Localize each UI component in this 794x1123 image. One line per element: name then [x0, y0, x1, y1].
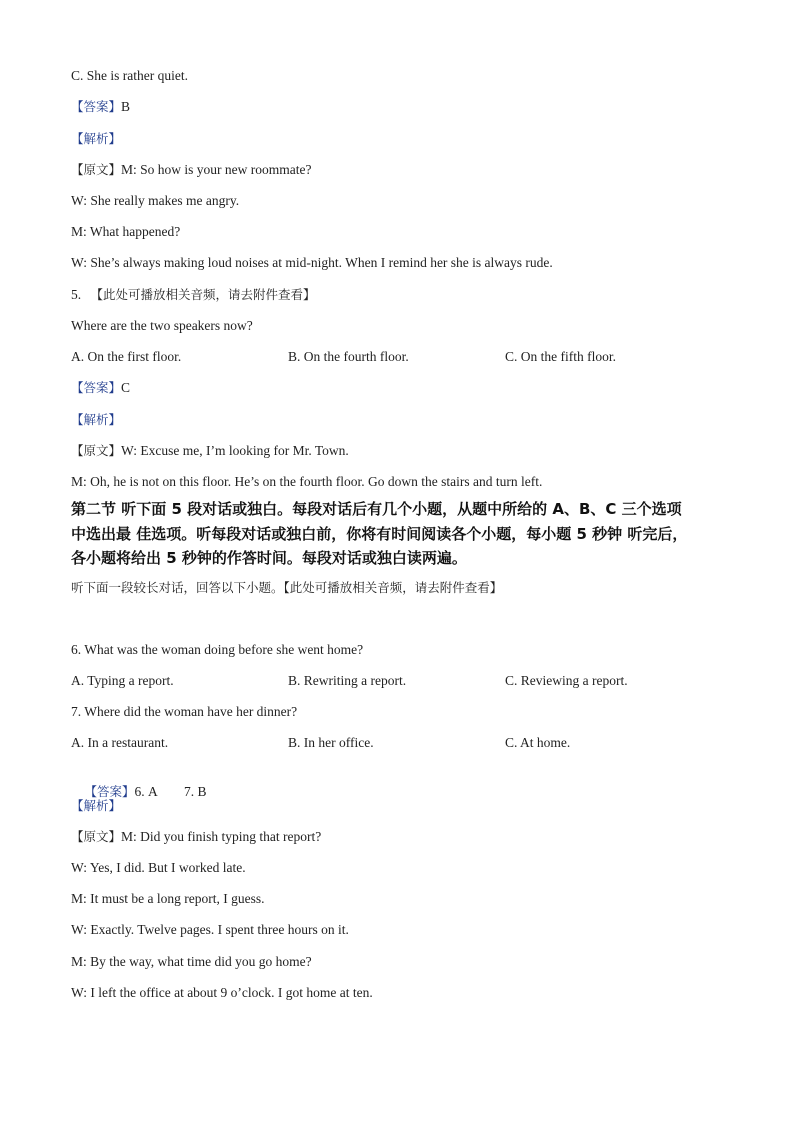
q6-question: 6. What was the woman doing before she went home? [71, 642, 364, 657]
q6-7-answer-line: 【答案】6. A 7. B [84, 784, 207, 799]
q7-option-c: C. At home. [505, 735, 571, 750]
q6-7-transcript-line-4: W: Exactly. Twelve pages. I spent three hours on it. [71, 922, 349, 937]
q5-number: 5. [71, 287, 82, 302]
q4-answer-line [71, 98, 130, 116]
q4-analysis-tag: 【解析】 [71, 131, 122, 146]
q5-transcript-line-1: 【原文】W: Excuse me, I’m looking for Mr. Town. [71, 443, 349, 458]
q5-analysis-tag: 【解析】 [71, 412, 122, 427]
q5-option-b: B. On the fourth floor. [288, 349, 409, 364]
q5-transcript-line-2: M: Oh, he is not on this floor. He’s on the fourth floor. Go down the stairs and turn left. [71, 474, 543, 489]
q4-transcript-line-3: M: What happened? [71, 224, 181, 239]
q4-answer: B [121, 99, 131, 114]
answer-tag: 【答案】 [71, 99, 122, 114]
q5-audio-note: 【此处可播放相关音频，请去附件查看】 [90, 287, 316, 302]
section-2-intro: 听下面一段较长对话，回答以下小题。【此处可播放相关音频，请去附件查看】 [71, 580, 503, 595]
q6-7-analysis-tag: 【解析】 [71, 798, 122, 813]
q4-option-c: C. She is rather quiet. [71, 68, 188, 83]
q6-7-answer: 6. A 7. B [134, 784, 207, 799]
q5-option-a: A. On the first floor. [71, 349, 182, 364]
q6-7-transcript-line-1: 【原文】M: Did you finish typing that report? [71, 829, 322, 844]
q5-option-c: C. On the fifth floor. [505, 349, 616, 364]
q5-answer-line: 【答案】C [71, 380, 131, 395]
q4-transcript-line-1: 【原文】M: So how is your new roommate? [71, 162, 312, 177]
q6-7-transcript-line-3: M: It must be a long report, I guess. [71, 891, 265, 906]
q4-transcript-line-4: W: She’s always making loud noises at mid-night. When I remind her she is always rude. [71, 255, 553, 270]
q5-header [71, 286, 316, 304]
q6-option-c: C. Reviewing a report. [505, 673, 628, 688]
q6-option-a: A. Typing a report. [71, 673, 174, 688]
q7-question: 7. Where did the woman have her dinner? [71, 704, 298, 719]
q6-option-b: B. Rewriting a report. [288, 673, 407, 688]
q5-answer: C [121, 380, 131, 395]
q4-transcript-line-2: W: She really makes me angry. [71, 193, 240, 208]
q7-option-a: A. In a restaurant. [71, 735, 169, 750]
q6-7-transcript-line-2: W: Yes, I did. But I worked late. [71, 860, 246, 875]
original-tag: 【原文】 [71, 162, 122, 177]
section-2-heading: 第二节 听下面 5 段对话或独白。每段对话后有几个小题，从题中所给的 A、B、C 三个选项 中选出最 佳选项。听每段对话或独白前，你将有时间阅读各个小题，每小题 5 秒钟 听完后， 各小题将给出 5 秒钟的作答时间。每段对话或独白读两遍。 [71, 500, 688, 567]
q6-7-transcript-line-6: W: I left the office at about 9 o’clock. I got home at ten. [71, 985, 373, 1000]
q6-7-transcript-line-5: M: By the way, what time did you go home? [71, 954, 312, 969]
q7-option-b: B. In her office. [288, 735, 374, 750]
q5-question: Where are the two speakers now? [71, 318, 253, 333]
